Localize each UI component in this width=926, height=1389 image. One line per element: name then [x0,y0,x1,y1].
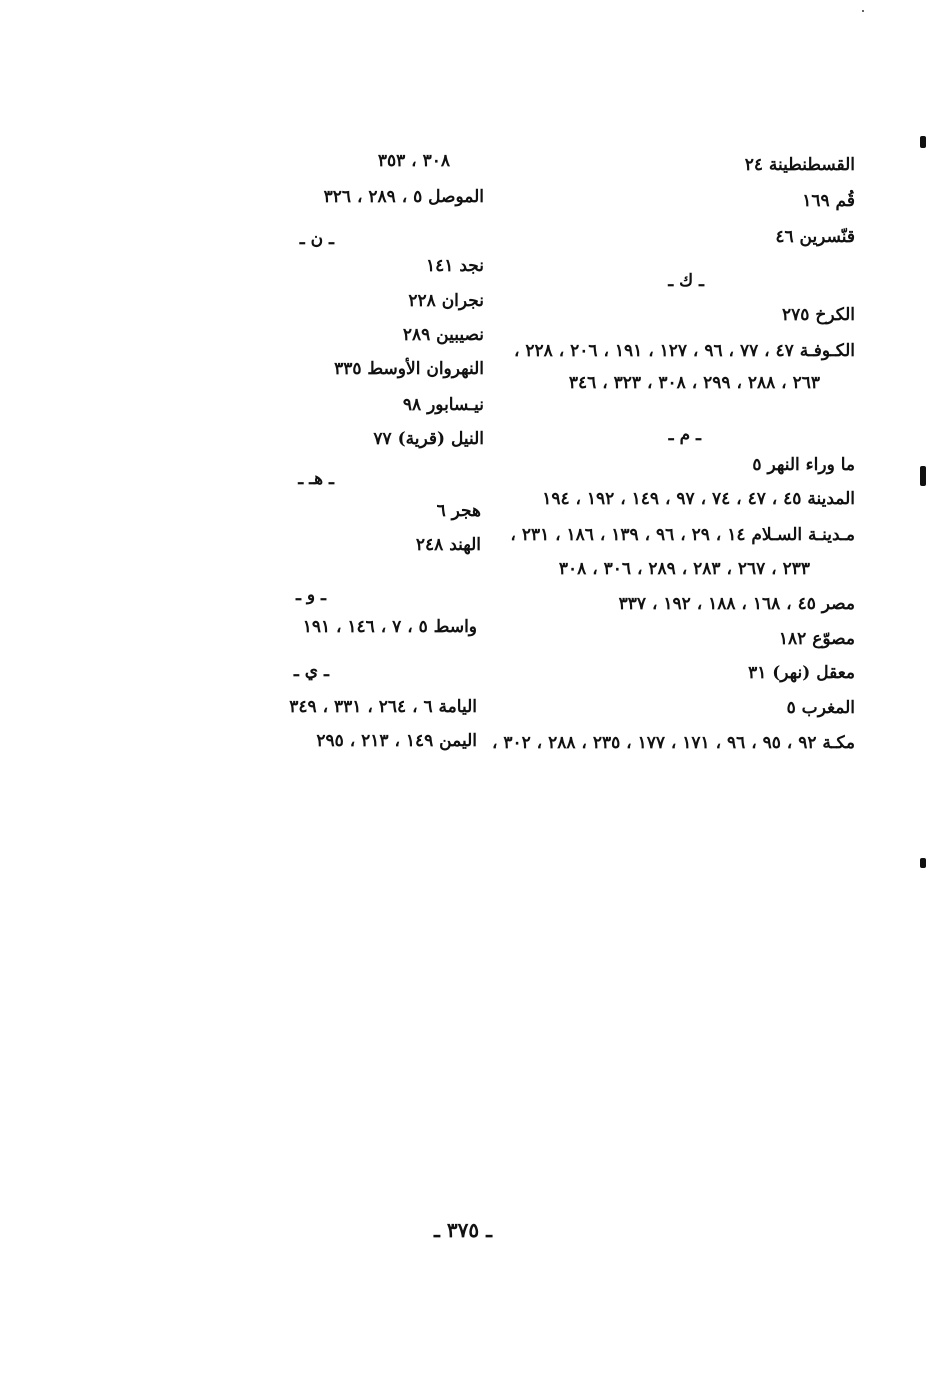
index-entry: الموصل ٥ ، ٢٨٩ ، ٣٢٦ [323,187,484,207]
section-letter-heading: ـ ك ـ [668,271,704,291]
index-entry: مصر ٤٥ ، ١٦٨ ، ١٨٨ ، ١٩٢ ، ٣٣٧ [618,594,855,614]
edge-mark [920,466,926,486]
index-entry: الكرخ ٢٧٥ [782,305,855,325]
section-letter-heading: ـ و ـ [295,585,326,605]
index-entry: المدينة ٤٥ ، ٤٧ ، ٧٤ ، ٩٧ ، ١٤٩ ، ١٩٢ ، ١٩٤ [542,489,855,509]
index-entry: قنّسرين ٤٦ [775,227,855,247]
edge-mark [920,136,926,148]
index-entry: واسط ٥ ، ٧ ، ١٤٦ ، ١٩١ [302,617,477,637]
index-entry: ما وراء النهر ٥ [752,455,855,475]
index-entry: نصيبين ٢٨٩ [402,325,484,345]
index-entry: نيـسابور ٩٨ [402,395,484,415]
index-entry: الكـوفـة ٤٧ ، ٧٧ ، ٩٦ ، ١٢٧ ، ١٩١ ، ٢٠٦ ، ٢٢٨ ، [514,341,855,361]
index-entry: النيل (قرية) ٧٧ [373,429,484,449]
index-entry: اليامة ٦ ، ٢٦٤ ، ٣٣١ ، ٣٤٩ [289,697,477,717]
index-entry: هجر ٦ [436,501,481,521]
index-entry: نجران ٢٢٨ [408,291,484,311]
scan-speck [862,10,864,12]
page-number: ـ ٣٧٥ ـ [434,1218,492,1242]
index-entry: المغرب ٥ [786,698,855,718]
section-letter-heading: ـ هـ ـ [298,469,334,489]
index-entry: قُم ١٦٩ [802,191,855,211]
index-entry: مـدينـة السـلام ١٤ ، ٢٩ ، ٩٦ ، ١٣٩ ، ١٨٦ ، ٢٣١ ، [510,525,855,545]
section-letter-heading: ـ ن ـ [299,229,334,249]
index-entry-continuation: ٢٦٣ ، ٢٨٨ ، ٢٩٩ ، ٣٠٨ ، ٣٢٣ ، ٣٤٦ [568,373,820,393]
index-entry: اليمن ١٤٩ ، ٢١٣ ، ٢٩٥ [316,731,477,751]
edge-mark [920,858,926,868]
section-letter-heading: ـ م ـ [668,425,701,445]
section-letter-heading: ـ ي ـ [293,661,329,681]
index-entry: القسطنطينة ٢٤ [744,155,855,175]
index-entry: مصوّع ١٨٢ [778,629,855,649]
index-entry: نجد ١٤١ [426,256,484,276]
index-entry: مكـة ٩٢ ، ٩٥ ، ٩٦ ، ١٧١ ، ١٧٧ ، ٢٣٥ ، ٢٨٨ ، ٣٠٢ ، [491,733,855,753]
index-entry-continuation: ٣٠٨ ، ٣٥٣ [377,151,450,171]
index-entry-continuation: ٢٣٣ ، ٢٦٧ ، ٢٨٣ ، ٢٨٩ ، ٣٠٦ ، ٣٠٨ [558,559,810,579]
index-entry: معقل (نهر) ٣١ [748,663,855,683]
index-entry: الهند ٢٤٨ [415,535,481,555]
index-entry: النهروان الأوسط ٣٣٥ [334,359,484,379]
